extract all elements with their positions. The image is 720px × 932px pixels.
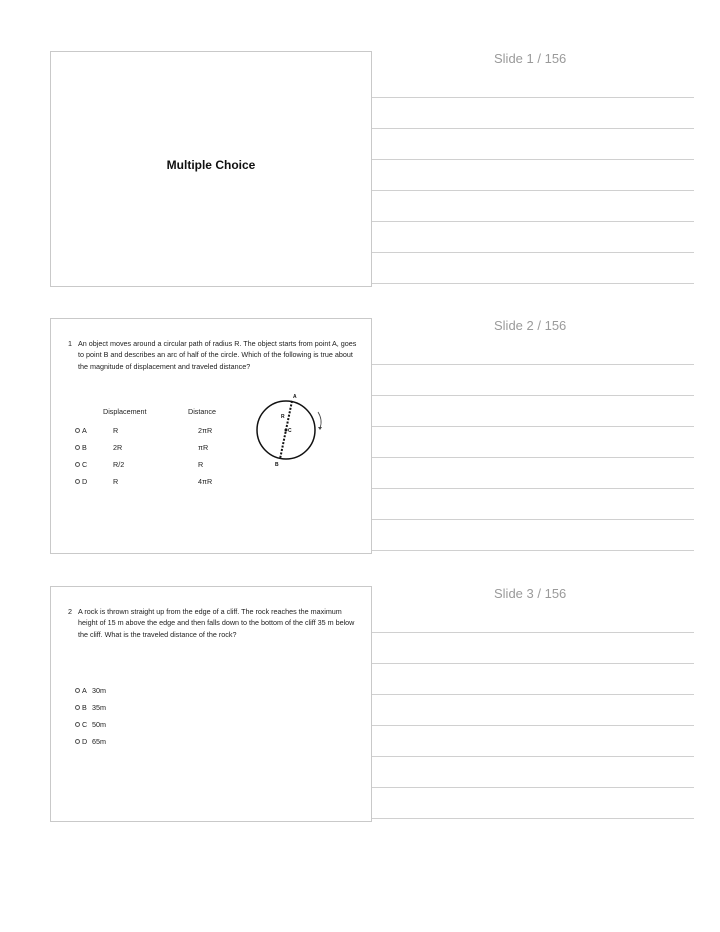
choice-distance: R <box>198 460 204 469</box>
note-line <box>372 283 694 284</box>
note-line <box>372 632 694 633</box>
direction-arrow <box>318 412 321 428</box>
radio-button[interactable] <box>75 445 80 450</box>
note-line <box>372 694 694 695</box>
choice-letter: D <box>82 737 88 746</box>
slide-1-thumbnail <box>50 51 372 287</box>
radio-button[interactable] <box>75 739 80 744</box>
question-text: An object moves around a circular path of radius R. The object starts from point A, goes to point B and describes an arc of half of the circle. Which of the following is true about the magnitude of displacement and traveled distance? <box>78 339 357 371</box>
note-line <box>372 97 694 98</box>
choice-letter: D <box>82 477 88 486</box>
choice-distance: 4πR <box>198 477 213 486</box>
header-displacement: Displacement <box>103 407 147 416</box>
note-line <box>372 252 694 253</box>
choice-text: 35m <box>92 703 106 712</box>
center-label: C <box>288 428 292 434</box>
note-line <box>372 818 694 819</box>
circular-path-diagram <box>252 390 332 470</box>
note-line <box>372 519 694 520</box>
radio-button[interactable] <box>75 428 80 433</box>
slide-1-label: Slide 1 / 156 <box>494 51 567 66</box>
slide-title: Multiple Choice <box>166 158 256 172</box>
direction-arrowhead <box>318 427 322 430</box>
note-line <box>372 221 694 222</box>
note-line <box>372 756 694 757</box>
radio-button[interactable] <box>75 462 80 467</box>
slide-3-label: Slide 3 / 156 <box>494 586 567 601</box>
note-line <box>372 364 694 365</box>
choice-distance: 2πR <box>198 426 213 435</box>
slide-3-thumbnail <box>50 586 372 822</box>
note-line <box>372 457 694 458</box>
radio-button[interactable] <box>75 688 80 693</box>
choice-displacement: R <box>113 477 119 486</box>
question-number: 1 <box>68 339 72 348</box>
note-line <box>372 663 694 664</box>
radio-button[interactable] <box>75 479 80 484</box>
radio-button[interactable] <box>75 722 80 727</box>
note-line <box>372 128 694 129</box>
note-line <box>372 725 694 726</box>
radius-label: R <box>281 414 285 420</box>
choice-letter: B <box>82 443 87 452</box>
choice-displacement: R <box>113 426 119 435</box>
header-distance: Distance <box>188 407 216 416</box>
note-line <box>372 426 694 427</box>
note-line <box>372 787 694 788</box>
question-number: 2 <box>68 607 72 616</box>
question-block <box>68 338 358 372</box>
choice-letter: A <box>82 426 87 435</box>
question-block <box>68 606 358 640</box>
slide-2-thumbnail <box>50 318 372 554</box>
choice-letter: C <box>82 720 88 729</box>
choice-text: 65m <box>92 737 106 746</box>
choice-letter: A <box>82 686 87 695</box>
choice-distance: πR <box>198 443 209 452</box>
choice-letter: C <box>82 460 88 469</box>
note-line <box>372 159 694 160</box>
question-text: A rock is thrown straight up from the edge of a cliff. The rock reaches the maximum height of 15 m above the edge and then falls down to the bottom of the cliff 35 m below the cliff. What is the traveled distance of the rock? <box>78 607 355 639</box>
choice-displacement: 2R <box>113 443 123 452</box>
point-b-label: B <box>275 462 279 468</box>
choice-letter: B <box>82 703 87 712</box>
choice-text: 50m <box>92 720 106 729</box>
choice-displacement: R/2 <box>113 460 125 469</box>
note-line <box>372 550 694 551</box>
slide-2-label: Slide 2 / 156 <box>494 318 567 333</box>
point-a-label: A <box>293 394 297 400</box>
note-line <box>372 395 694 396</box>
radio-button[interactable] <box>75 705 80 710</box>
choice-text: 30m <box>92 686 106 695</box>
note-line <box>372 488 694 489</box>
note-line <box>372 190 694 191</box>
